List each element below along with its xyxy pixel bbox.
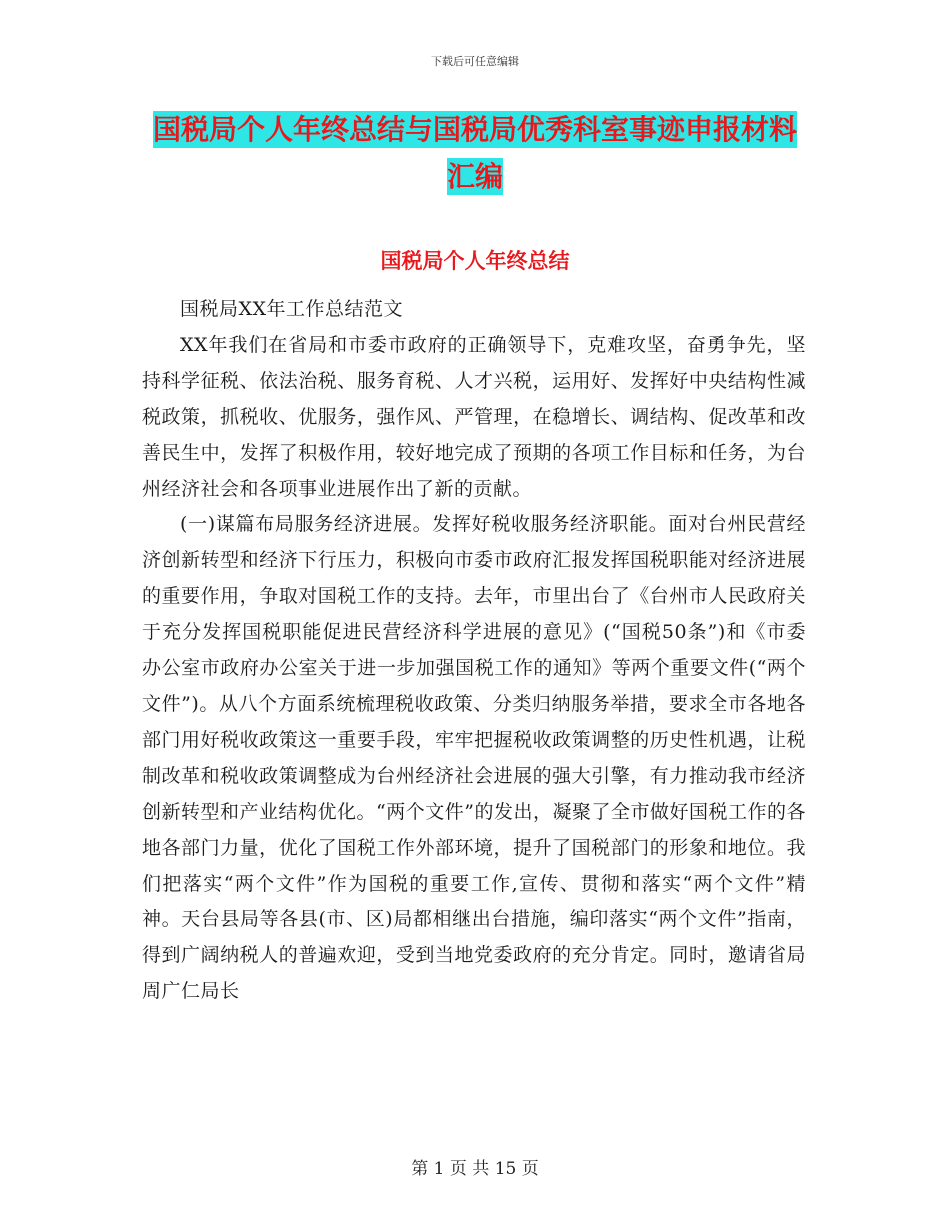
paragraph: 国税局XX年工作总结范文 — [180, 298, 404, 320]
paragraph: XX年我们在省局和市委市政府的正确领导下，克难攻坚，奋勇争先，坚持科学征税、依法治税、服务育税、人才兴税，运用好、发挥好中央结构性减税政策，抓税收、优服务，强作风、严管理，在稳增长、调结构、促改革和改善民生中，发挥了积极作用，较好地完成了预期的各项工作目标和任务，为台州经济社会和各项事业进展作出了新的贡献。 — [142, 333, 806, 500]
page-footer: 第 1 页 共 15 页 — [411, 1159, 539, 1179]
header-note: 下载后可任意编辑 — [431, 55, 519, 68]
document-title — [140, 106, 810, 200]
body-text — [142, 292, 806, 1010]
title-line-2: 汇编 — [446, 160, 503, 193]
paragraph: (一)谋篇布局服务经济进展。发挥好税收服务经济职能。面对台州民营经济创新转型和经济下行压力，积极向市委市政府汇报发挥国税职能对经济进展的重要作用，争取对国税工作的支持。去年，市里出台了《台州市人民政府关于充分发挥国税职能促进民营经济科学进展的意见》(“国税50条”)和《市委办公室市政府办公室关于进一步加强国税工作的通知》等两个重要文件(“两个文件”)。从八个方面系统梳理税收政策、分类归纳服务举措，要求全市各地各部门用好税收政策这一重要手段，牢牢把握税收政策调整的历史性机遇，让税制改革和税收政策调整成为台州经济社会进展的强大引擎，有力推动我市经济创新转型和产业结构优化。“两个文件”的发出，凝聚了全市做好国税工作的各地各部门力量，优化了国税工作外部环境，提升了国税部门的形象和地位。我们把落实“两个文件”作为国税的重要工作,宣传、贯彻和落实“两个文件”精神。天台县局等各县(市、区)局都相继出台措施，编印落实“两个文件”指南，得到广阔纳税人的普遍欢迎，受到当地党委政府的充分肯定。同时，邀请省局周广仁局长 — [142, 513, 806, 1003]
section-title: 国税局个人年终总结 — [380, 249, 570, 273]
title-line-1: 国税局个人年终总结与国税局优秀科室事迹申报材料 — [152, 113, 797, 146]
